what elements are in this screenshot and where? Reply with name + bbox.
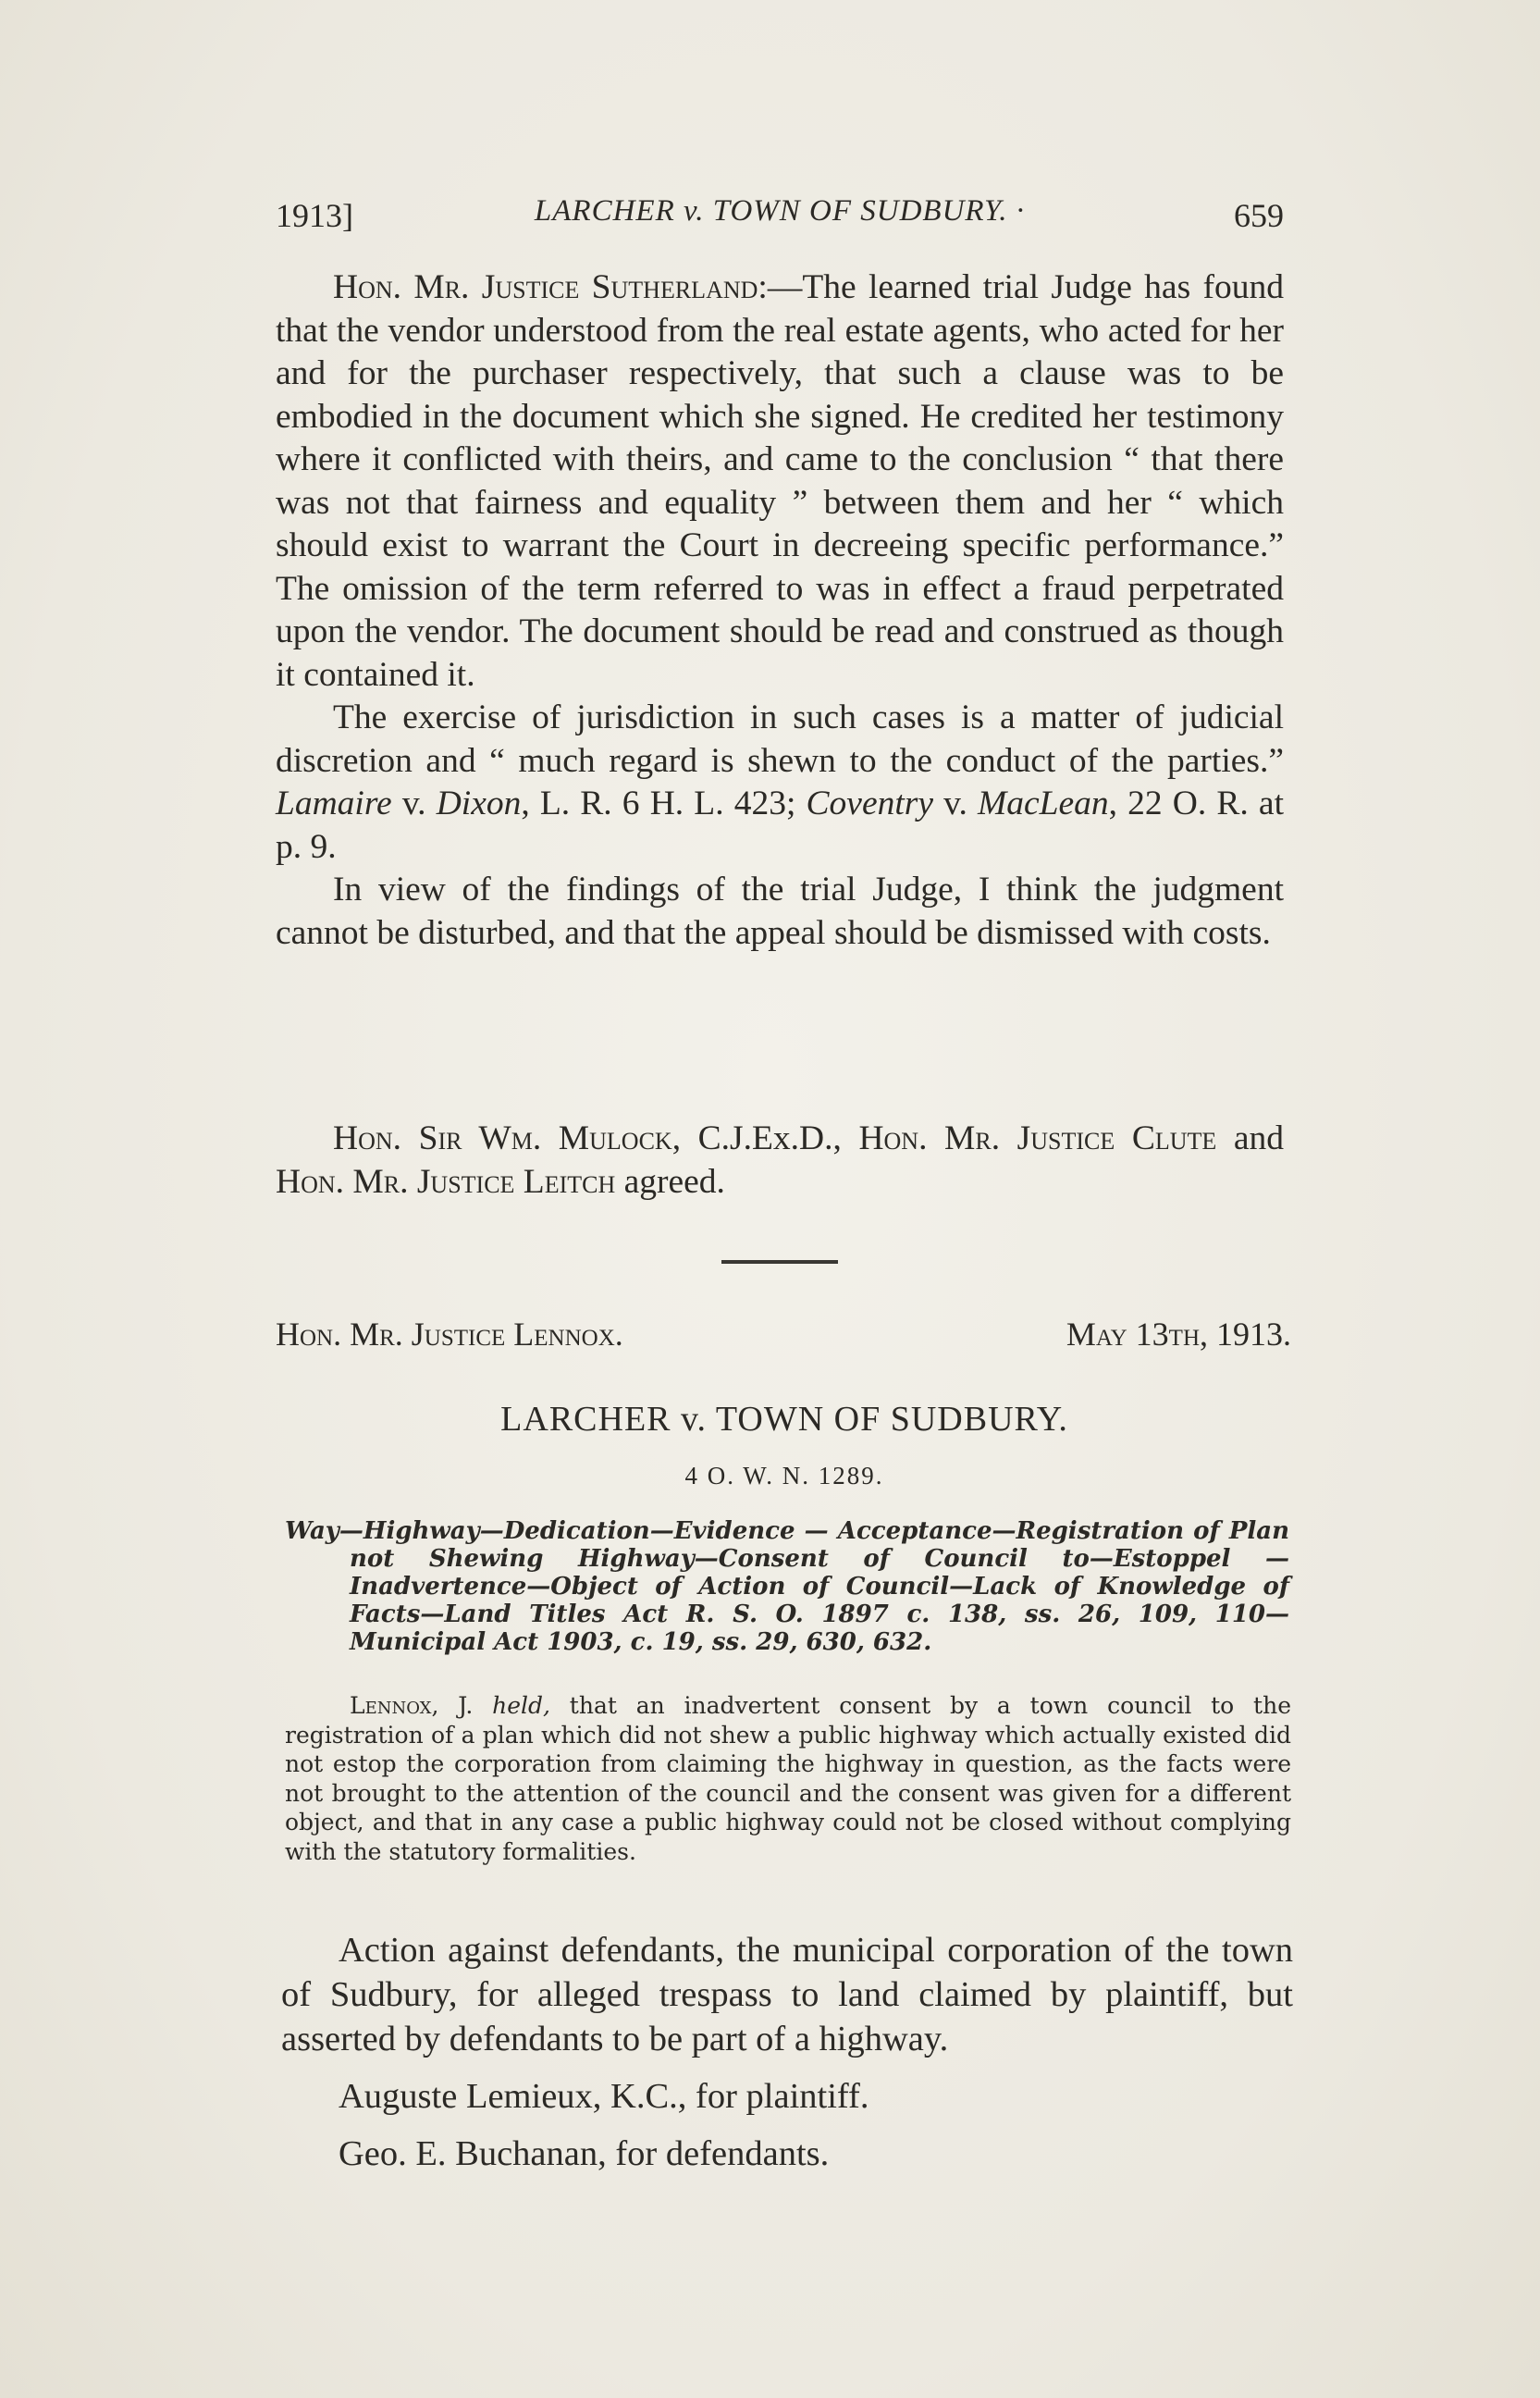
paragraph-text: The exercise of jurisdiction in such cases is a matter of judicial discretion and “ much regard is shewn to the conduct of the parties.” — [276, 698, 1284, 780]
judge-name: Hon. Mr. Justice Clute — [858, 1119, 1217, 1157]
paragraph-text: In view of the findings of the trial Judge, I think the judgment cannot be disturbed, and that the appeal should be dismissed with costs. — [276, 871, 1284, 952]
held-text: that an inadvertent consent by a town council to the registration of a plan which did not shew a public highway which actually existed did not estop the corporation from claiming the highway in question, as the facts were not brought to the attention of the council and the consent was given for a different object, and that in any case a public highway could not be closed without complying with the statutory formalities. — [285, 1692, 1291, 1865]
action-section — [281, 1928, 1293, 2176]
case-title: LARCHER v. TOWN OF SUDBURY. — [500, 1400, 1068, 1439]
agreed-paragraph — [276, 1118, 1284, 1204]
headnote-text: Way—Highway—Dedication—Evidence — Acceptance—Registration of Plan not Shewing Highway—Consent of Council to—Estoppel —Inadvertence—Object of Action of Council—Lack of Knowledge of Facts—Land Titles Act R. S. O. 1897 c. 138, ss. 26, 109, 110—Municipal Act 1903, c. 19, ss. 29, 630, 632. — [285, 1517, 1289, 1656]
paragraph-text: and — [1216, 1119, 1284, 1157]
citation-text: , L. R. 6 H. L. 423; — [521, 785, 807, 822]
case-name: Lamaire — [276, 785, 392, 822]
case-name: Coventry — [806, 785, 934, 822]
judge-name: Hon. Sir Wm. Mulock — [333, 1119, 672, 1157]
judge-name: Lennox, J. — [350, 1692, 474, 1719]
running-header — [276, 196, 1284, 252]
case-name: Dixon — [436, 785, 522, 822]
concurrence — [276, 1118, 1284, 1204]
counsel-plaintiff: Auguste Lemieux, K.C., for plaintiff. — [339, 2077, 869, 2116]
held-paragraph — [285, 1691, 1291, 1867]
header-year: 1913] — [276, 197, 353, 234]
judge-name: Hon. Mr. Justice Leitch — [276, 1162, 616, 1201]
versus: v. — [933, 785, 978, 822]
paragraph-text: , C.J.Ex.D., — [671, 1119, 859, 1157]
section-divider — [721, 1260, 838, 1264]
page-number: 659 — [1234, 197, 1284, 234]
judgment-text — [276, 266, 1284, 955]
held-word: held, — [492, 1692, 550, 1719]
counsel-defendants: Geo. E. Buchanan, for defendants. — [339, 2134, 830, 2173]
case-judge: Hon. Mr. Justice Lennox. — [276, 1316, 623, 1353]
citation-text: , 22 O. R. at p. 9. — [276, 785, 1284, 866]
judge-name: Hon. Mr. Justice Sutherland — [333, 268, 758, 306]
case-citation: 4 O. W. N. 1289. — [684, 1462, 884, 1489]
case-name: MacLean — [978, 785, 1109, 822]
judgment-paragraph-1 — [276, 266, 1284, 697]
judgment-paragraph-2 — [276, 697, 1284, 869]
case-judge-line — [276, 1315, 1291, 1354]
running-title: LARCHER v. TOWN OF SUDBURY. · — [534, 194, 1026, 228]
headnote — [285, 1517, 1289, 1656]
versus: v. — [391, 785, 437, 822]
paragraph-text: :—The learned trial Judge has found that the vendor understood from the real estate agents, who acted for her and for the purchaser respectively, that such a clause was to be embodied in the document which she signed. He credited her testimony where it conflicted with theirs, and came to the conclusion “ that there was not that fairness and equality ” between them and her “ which should exist to warrant the Court in decreeing specific performance.” The omission of the term referred to was in effect a fraud perpetrated upon the vendor. The document should be read and construed as though it contained it. — [276, 268, 1284, 694]
judgment-paragraph-3 — [276, 869, 1284, 955]
case-date: May 13th, 1913. — [1066, 1316, 1291, 1353]
held-summary — [285, 1691, 1291, 1867]
paragraph-text: agreed. — [615, 1162, 725, 1201]
action-paragraph: Action against defendants, the municipal corporation of the town of Sudbury, for alleged trespass to land claimed by plaintiff, but asserted by defendants to be part of a highway. — [281, 1931, 1293, 2058]
